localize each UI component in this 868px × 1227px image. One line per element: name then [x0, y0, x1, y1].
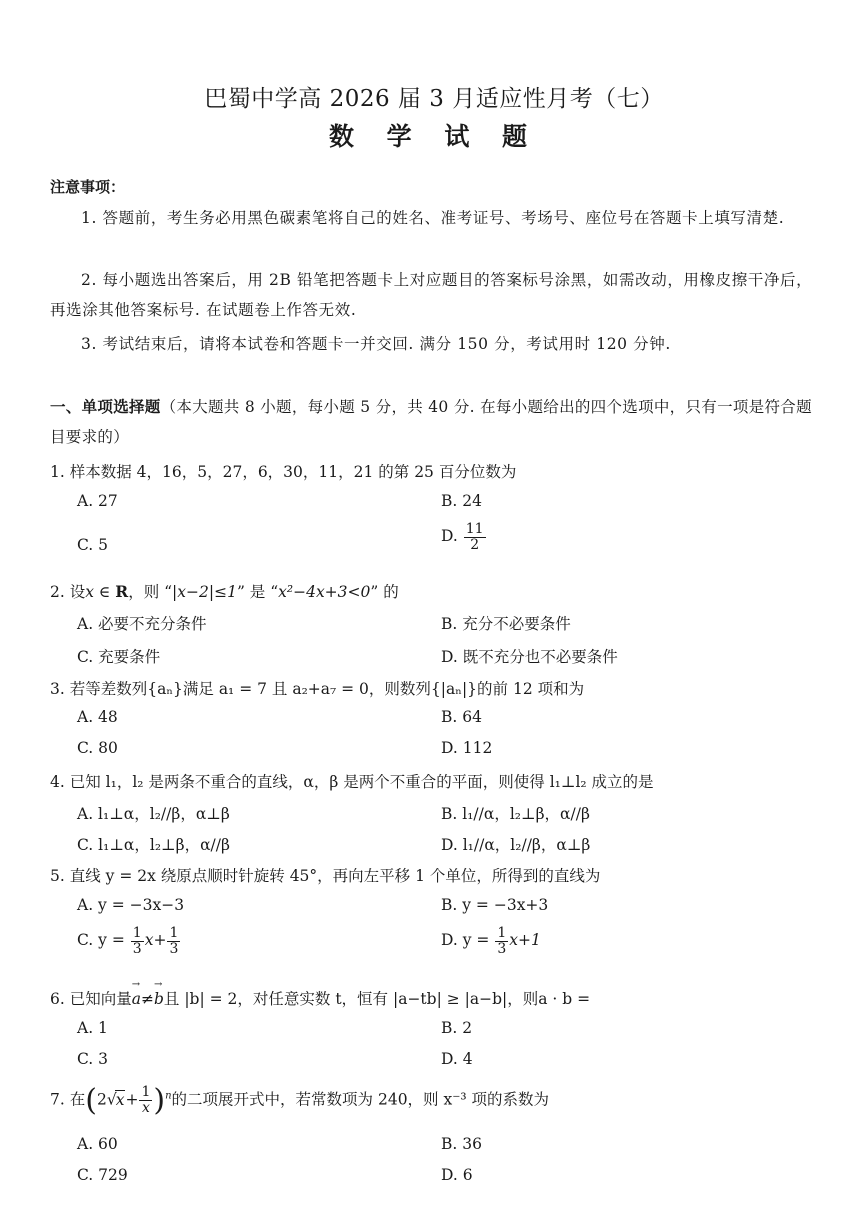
option-text: x+	[144, 931, 167, 950]
option-text: x+1	[509, 931, 541, 950]
q5-option-d	[441, 926, 541, 956]
stem-text: 的二项展开式中，若常数项为 240，则 x⁻³ 项的系数为	[171, 1090, 550, 1109]
fraction-denominator: 3	[169, 940, 179, 957]
fraction-denominator	[139, 1101, 152, 1116]
q6-option-d: D. 4	[441, 1050, 473, 1068]
stem-text: ≠	[140, 990, 154, 1008]
stem-text: ∈	[93, 583, 116, 601]
q6-option-b: B. 2	[441, 1019, 473, 1037]
stem-text: ” 的	[370, 583, 399, 601]
q5-option-c	[77, 926, 181, 956]
question-7-stem: 7. 在(2√x+ $\frac{1}{x}$ )$^n$的二项展开式中，若常数项为 240，则 x⁻³ 项的系数为	[50, 1083, 550, 1118]
expr-plus: +	[125, 1090, 139, 1109]
vector-b: → b	[154, 990, 164, 1008]
stem-text: ，则 “	[128, 583, 173, 601]
right-paren: )	[153, 1083, 166, 1118]
section-description: （本大题共 8 小题，每小题 5 分，共 40 分. 在每小题给出的四个选项中，只有一项是符合题目要求的）	[50, 398, 812, 446]
option-label: D. y =	[441, 931, 490, 950]
question-5-stem: 5. 直线 y = 2x 绕原点顺时针旋转 45°，再向左平移 1 个单位，所得到的直线为	[50, 867, 601, 885]
stem-text: 6. 已知向量	[50, 990, 132, 1008]
fraction-numerator: 1	[141, 1084, 151, 1101]
fraction-denominator: 3	[132, 940, 142, 957]
q5-option-c-fraction-2	[167, 926, 180, 956]
q4-option-a: A. l₁⊥α，l₂//β，α⊥β	[77, 805, 230, 823]
q2-option-c: C. 充要条件	[77, 648, 161, 666]
expr-variable: x	[141, 1100, 150, 1116]
q4-option-d: D. l₁//α，l₂//β，α⊥β	[441, 836, 591, 854]
left-paren: (	[85, 1083, 97, 1118]
q3-option-b: B. 64	[441, 708, 482, 726]
question-4-stem: 4. 已知 l₁，l₂ 是两条不重合的直线，α，β 是两个不重合的平面，则使得 l₁⊥l₂ 成立的是	[50, 773, 654, 791]
fraction-numerator: 1	[169, 925, 179, 941]
stem-text: 2. 设	[50, 583, 86, 601]
stem-condition-2: x²−4x+3<0	[278, 583, 371, 601]
q1-option-a: A. 27	[77, 492, 118, 510]
notice-item-3: 3. 考试结束后，请将本试卷和答题卡一并交回. 满分 150 分，考试用时 120 分钟.	[81, 335, 671, 353]
question-6-stem	[50, 987, 820, 1009]
q2-option-b: B. 充分不必要条件	[441, 615, 571, 633]
q3-option-a: A. 48	[77, 708, 118, 726]
stem-variable: x	[85, 583, 94, 601]
question-3-stem: 3. 若等差数列{aₙ}满足 a₁ = 7 且 a₂+a₇ = 0，则数列{|aₙ|}的前 12 项和为	[50, 680, 585, 698]
question-2-stem	[50, 580, 820, 602]
q5-option-b: B. y = −3x+3	[441, 896, 549, 914]
expr-exponent: n	[165, 1090, 172, 1102]
stem-condition-1: |x−2|≤1	[172, 583, 237, 601]
q3-option-c: C. 80	[77, 739, 118, 757]
notice-item-1: 1. 答题前，考生务必用黑色碳素笔将自己的姓名、准考证号、考场号、座位号在答题卡上填写清楚.	[81, 209, 785, 227]
stem-dot-product: a · b =	[538, 990, 591, 1008]
notice-item-2: 2. 每小题选出答案后，用 2B 铅笔把答题卡上对应题目的答案标号涂黑，如需改动，用橡皮擦干净后，再选涂其他答案标号. 在试题卷上作答无效.	[50, 271, 813, 319]
section-title: 一、单项选择题	[50, 397, 161, 416]
q1-option-b: B. 24	[441, 492, 482, 510]
q5-option-c-fraction-1	[131, 926, 144, 956]
expr-fraction	[139, 1085, 152, 1115]
q2-option-a: A. 必要不充分条件	[77, 615, 207, 633]
stem-text: ” 是 “	[236, 583, 279, 601]
q1-option-d	[441, 522, 487, 552]
exam-subject: 数 学 试 题	[328, 122, 540, 151]
q7-option-a: A. 60	[77, 1135, 118, 1153]
q4-option-b: B. l₁//α，l₂⊥β，α//β	[441, 805, 590, 823]
exam-title: 巴蜀中学高 2026 届 3 月适应性月考（七）	[204, 86, 664, 112]
expr-coefficient: 2	[96, 1090, 107, 1109]
fraction-numerator: 11	[465, 521, 484, 537]
q7-option-b: B. 36	[441, 1135, 482, 1153]
q6-option-c: C. 3	[77, 1050, 109, 1068]
q6-option-a: A. 1	[77, 1019, 108, 1037]
question-1-stem: 1. 样本数据 4，16，5，27，6，30，11，21 的第 25 百分位数为	[50, 463, 517, 481]
q7-option-d: D. 6	[441, 1166, 473, 1184]
fraction-numerator: 1	[132, 925, 142, 941]
expr-variable: x	[115, 1090, 125, 1109]
expr-sqrt	[115, 1090, 126, 1109]
q7-option-c: C. 729	[77, 1166, 128, 1184]
vector-a: → a	[132, 990, 141, 1008]
option-label: C. y =	[77, 931, 125, 950]
q2-option-d: D. 既不充分也不必要条件	[441, 648, 618, 666]
stem-set-r: R	[115, 582, 129, 601]
notice-heading: 注意事项：	[50, 178, 126, 196]
q1-option-d-fraction	[464, 522, 486, 552]
q3-option-d: D. 112	[441, 739, 493, 757]
fraction-numerator: 1	[497, 925, 507, 941]
fraction-denominator: 3	[497, 940, 507, 957]
q5-option-a: A. y = −3x−3	[77, 896, 185, 914]
q1-option-d-label: D.	[441, 527, 458, 546]
fraction-denominator: 2	[470, 536, 480, 553]
q4-option-c: C. l₁⊥α，l₂⊥β，α//β	[77, 836, 230, 854]
stem-text: 且 |b| = 2，对任意实数 t，恒有 |a−tb| ≥ |a−b|，则	[163, 990, 539, 1008]
q1-option-c: C. 5	[77, 536, 109, 554]
section-heading	[50, 392, 820, 452]
q5-option-d-fraction	[495, 926, 508, 956]
stem-text: 7. 在	[50, 1090, 86, 1109]
